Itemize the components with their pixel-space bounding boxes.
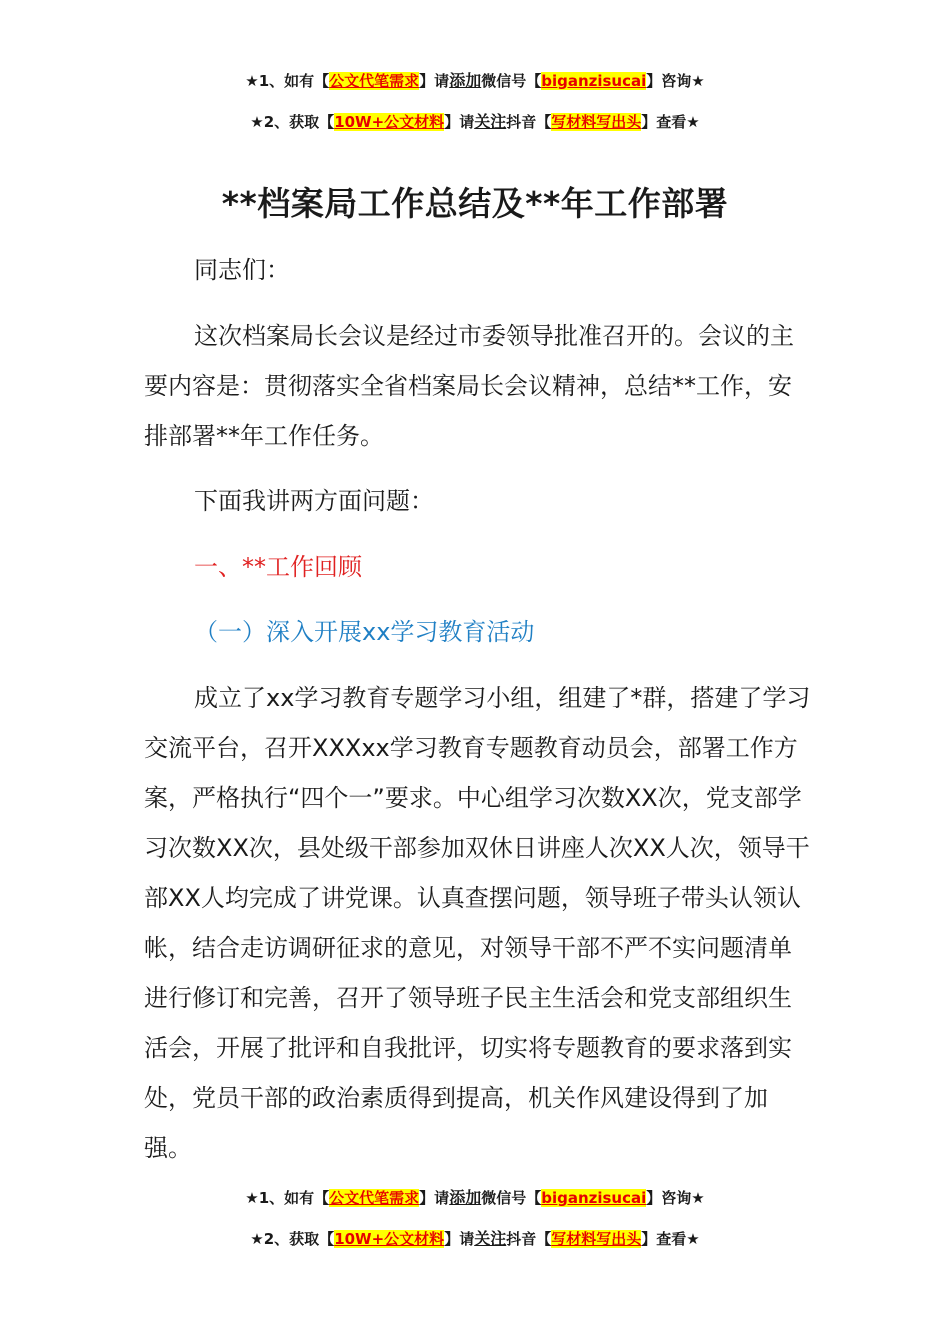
underlined-text: 添加 bbox=[449, 71, 482, 90]
paragraph-body: 成立了xx学习教育专题学习小组，组建了*群，搭建了学习交流平台，召开XXXxx学习教育专题教育动员会，部署工作方案，严格执行“四个一”要求。中心组学习次数XX次，党支部学习次数XX次，县处级干部参加双休日讲座人次XX人次，领导干部XX人均完成了讲党课。认真查摆问题，领导班子带头认领认帐，结合走访调研征求的意见，对领导干部不严不实问题清单进行修订和完善，召开了领导班子民主生活会和党支部组织生活会，开展了批评和自我批评，切实将专题教育的要求落到实处，党员干部的政治素质得到提高，机关作风建设得到了加强。 bbox=[144, 684, 811, 1162]
wechat-id: biganzisucai bbox=[541, 1189, 647, 1207]
paragraph-transition: 下面我讲两方面问题： bbox=[194, 487, 434, 515]
highlight-text: 10W+公文材料 bbox=[334, 113, 445, 131]
paragraph-intro: 这次档案局长会议是经过市委领导批准召开的。会议的主要内容是：贯彻落实全省档案局长会议精神，总结**工作，安排部署**年工作任务。 bbox=[144, 322, 794, 450]
underlined-text: 添加 bbox=[449, 1188, 482, 1207]
salutation: 同志们： bbox=[194, 256, 290, 284]
underlined-text: 关注 bbox=[474, 1229, 507, 1248]
document-title: **档案局工作总结及**年工作部署 bbox=[221, 184, 729, 223]
highlight-text: 10W+公文材料 bbox=[334, 1230, 445, 1248]
subsection-heading-1: （一）深入开展xx学习教育活动 bbox=[194, 618, 535, 646]
underlined-text: 关注 bbox=[474, 112, 507, 131]
douyin-account: 写材料写出头 bbox=[551, 113, 642, 131]
notice-line-2-bottom: ★2、获取【10W+公文材料】请关注抖音【写材料写出头】查看★ bbox=[250, 1229, 700, 1248]
wechat-id: biganzisucai bbox=[541, 72, 647, 90]
highlight-text: 公文代笔需求 bbox=[329, 1189, 420, 1207]
douyin-account: 写材料写出头 bbox=[551, 1230, 642, 1248]
highlight-text: 公文代笔需求 bbox=[329, 72, 420, 90]
notice-line-2: ★2、获取【10W+公文材料】请关注抖音【写材料写出头】查看★ bbox=[250, 112, 700, 131]
notice-line-1-bottom: ★1、如有【公文代笔需求】请添加微信号【biganzisucai】咨询★ bbox=[245, 1188, 705, 1207]
notice-line-1: ★1、如有【公文代笔需求】请添加微信号【biganzisucai】咨询★ bbox=[245, 71, 705, 90]
section-heading-1: 一、**工作回顾 bbox=[194, 553, 362, 581]
